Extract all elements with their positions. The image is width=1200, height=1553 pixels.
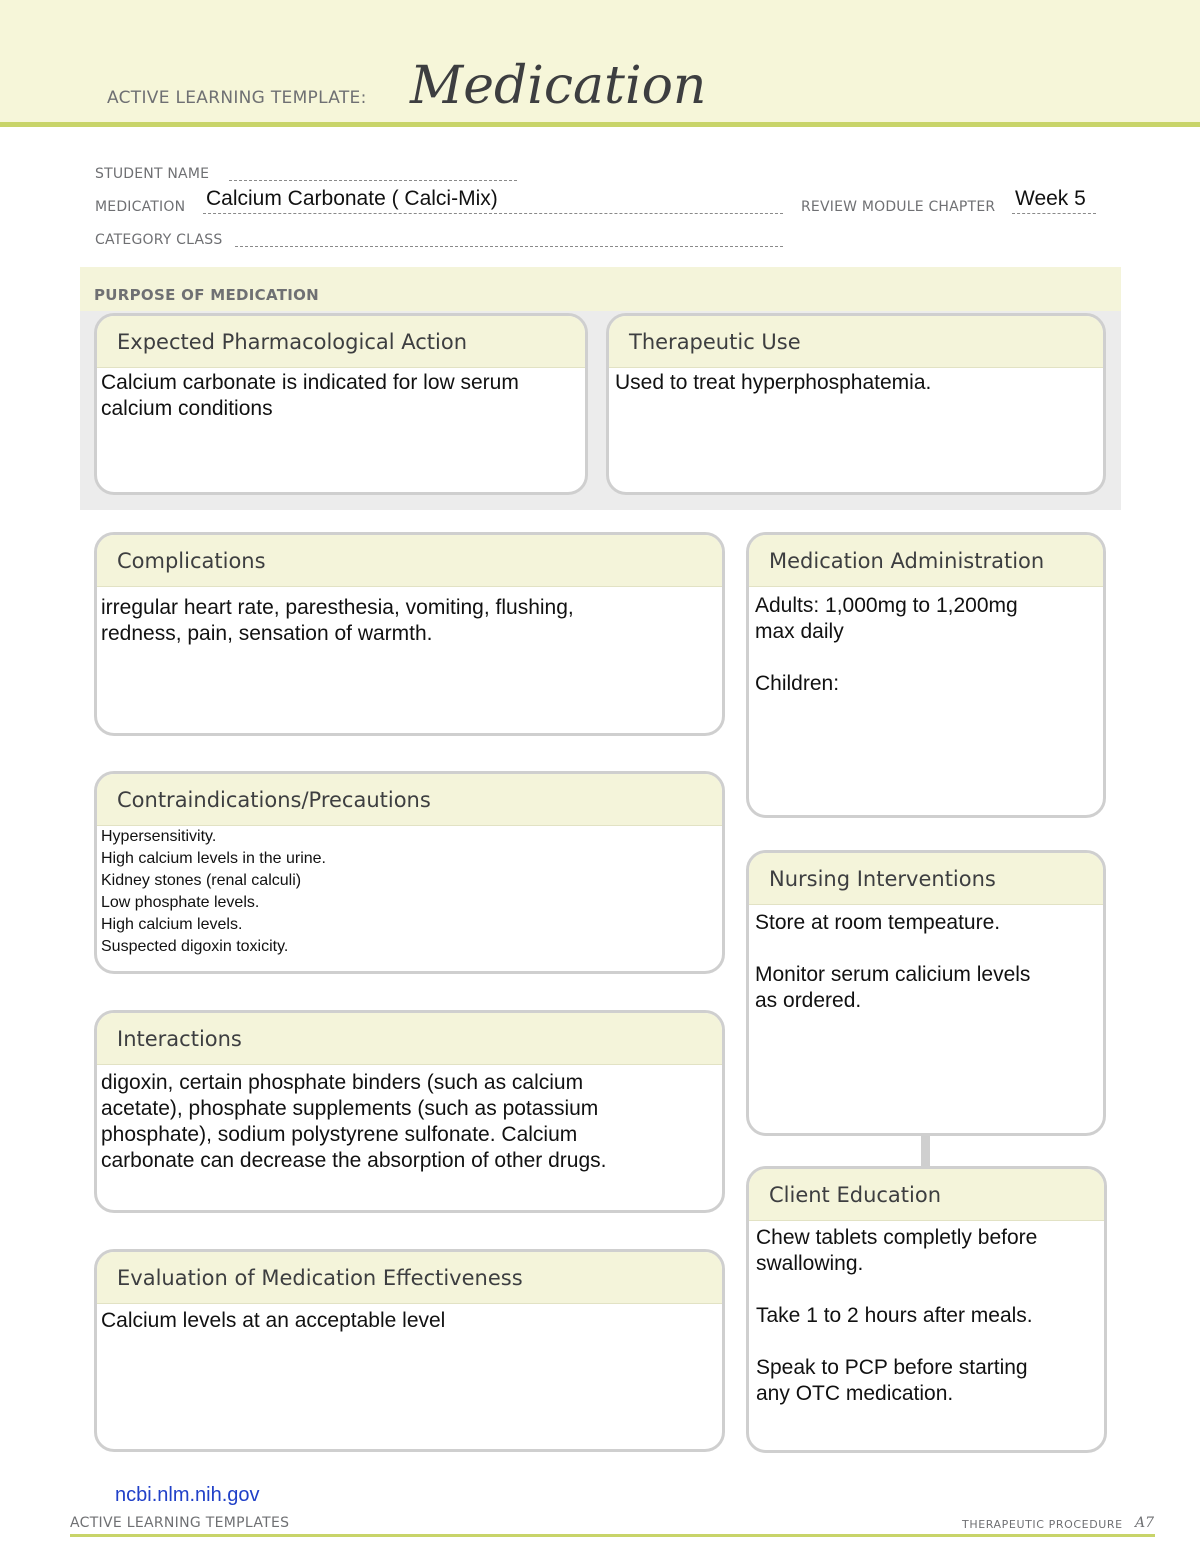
contraindications-line: Kidney stones (renal calculi) bbox=[101, 872, 302, 889]
category-class-line[interactable] bbox=[235, 246, 783, 247]
contraindications-card bbox=[94, 771, 725, 974]
interactions-header bbox=[97, 1013, 722, 1065]
evaluation-body[interactable] bbox=[97, 1304, 722, 1334]
interactions-card bbox=[94, 1010, 725, 1213]
nursing-header bbox=[749, 853, 1103, 905]
contraindications-title: Contraindications/Precautions bbox=[117, 787, 431, 812]
interactions-line: phosphate), sodium polystyrene sulfonate. Calcium bbox=[101, 1123, 578, 1146]
footer-right-label: THERAPEUTIC PROCEDURE bbox=[962, 1518, 1123, 1531]
education-card bbox=[746, 1166, 1107, 1453]
administration-card bbox=[746, 532, 1106, 818]
education-body[interactable] bbox=[749, 1221, 1104, 1407]
interactions-body[interactable] bbox=[97, 1065, 722, 1174]
purpose-title: PURPOSE OF MEDICATION bbox=[94, 286, 320, 304]
expected-action-line: Calcium carbonate is indicated for low serum bbox=[101, 371, 519, 394]
footer-left-label: ACTIVE LEARNING TEMPLATES bbox=[70, 1515, 290, 1531]
evaluation-line: Calcium levels at an acceptable level bbox=[101, 1309, 446, 1332]
education-line: Speak to PCP before starting bbox=[756, 1356, 1028, 1379]
paragraph-gap bbox=[756, 1277, 1100, 1303]
complications-body[interactable] bbox=[97, 587, 722, 647]
education-line: Take 1 to 2 hours after meals. bbox=[756, 1304, 1033, 1327]
therapeutic-use-title: Therapeutic Use bbox=[629, 329, 801, 354]
complications-header bbox=[97, 535, 722, 587]
nursing-line: Monitor serum calicium levels bbox=[755, 963, 1031, 986]
education-title: Client Education bbox=[769, 1182, 942, 1207]
contraindications-line: High calcium levels in the urine. bbox=[101, 850, 326, 867]
contraindications-body[interactable] bbox=[97, 826, 722, 958]
education-header bbox=[749, 1169, 1104, 1221]
footer-rule bbox=[70, 1534, 1155, 1537]
interactions-line: acetate), phosphate supplements (such as potassium bbox=[101, 1097, 599, 1120]
complications-line: redness, pain, sensation of warmth. bbox=[101, 622, 433, 645]
expected-action-title: Expected Pharmacological Action bbox=[117, 329, 468, 354]
administration-title: Medication Administration bbox=[769, 548, 1045, 573]
student-name-label: STUDENT NAME bbox=[95, 166, 210, 182]
interactions-title: Interactions bbox=[117, 1026, 242, 1051]
category-class-label: CATEGORY CLASS bbox=[95, 232, 223, 248]
administration-line: Children: bbox=[755, 672, 840, 695]
therapeutic-use-header bbox=[609, 316, 1103, 368]
nursing-title: Nursing Interventions bbox=[769, 866, 996, 891]
header-rule bbox=[0, 122, 1200, 127]
education-line: any OTC medication. bbox=[756, 1382, 954, 1405]
paragraph-gap bbox=[756, 1329, 1100, 1355]
expected-action-card bbox=[94, 313, 588, 495]
paragraph-gap bbox=[755, 936, 1099, 962]
expected-action-line: calcium conditions bbox=[101, 397, 273, 420]
template-label: ACTIVE LEARNING TEMPLATE: bbox=[107, 88, 367, 108]
complications-card bbox=[94, 532, 725, 736]
paragraph-gap bbox=[755, 645, 1099, 671]
expected-action-header bbox=[97, 316, 585, 368]
expected-action-body[interactable] bbox=[97, 368, 585, 422]
interactions-line: digoxin, certain phosphate binders (such as calcium bbox=[101, 1071, 584, 1094]
contraindications-line: Suspected digoxin toxicity. bbox=[101, 938, 289, 955]
administration-header bbox=[749, 535, 1103, 587]
review-module-line[interactable] bbox=[1012, 213, 1096, 214]
administration-body[interactable] bbox=[749, 587, 1103, 697]
medication-label: MEDICATION bbox=[95, 199, 186, 215]
page-number: A7 bbox=[1135, 1515, 1155, 1531]
therapeutic-use-card bbox=[606, 313, 1106, 495]
education-line: Chew tablets completly before bbox=[756, 1226, 1038, 1249]
evaluation-card bbox=[94, 1249, 725, 1452]
medication-line[interactable] bbox=[203, 213, 783, 214]
complications-line: irregular heart rate, paresthesia, vomiting, flushing, bbox=[101, 596, 574, 619]
evaluation-header bbox=[97, 1252, 722, 1304]
administration-line: Adults: 1,000mg to 1,200mg bbox=[755, 594, 1018, 617]
review-module-label: REVIEW MODULE CHAPTER bbox=[801, 199, 996, 215]
medication-value[interactable]: Calcium Carbonate ( Calci-Mix) bbox=[206, 187, 498, 210]
therapeutic-use-line: Used to treat hyperphosphatemia. bbox=[615, 371, 932, 394]
nursing-line: as ordered. bbox=[755, 989, 862, 1012]
nursing-body[interactable] bbox=[749, 905, 1103, 1014]
administration-line: max daily bbox=[755, 620, 844, 643]
contraindications-header bbox=[97, 774, 722, 826]
education-line: swallowing. bbox=[756, 1252, 864, 1275]
complications-title: Complications bbox=[117, 548, 266, 573]
interactions-line: carbonate can decrease the absorption of other drugs. bbox=[101, 1149, 607, 1172]
nursing-line: Store at room tempeature. bbox=[755, 911, 1001, 934]
contraindications-line: Low phosphate levels. bbox=[101, 894, 260, 911]
evaluation-title: Evaluation of Medication Effectiveness bbox=[117, 1265, 523, 1290]
contraindications-line: Hypersensitivity. bbox=[101, 828, 217, 845]
therapeutic-use-body[interactable] bbox=[609, 368, 1103, 396]
contraindications-line: High calcium levels. bbox=[101, 916, 243, 933]
card-connector bbox=[921, 1135, 930, 1167]
nursing-card bbox=[746, 850, 1106, 1136]
review-module-value[interactable]: Week 5 bbox=[1015, 187, 1086, 210]
source-link[interactable]: ncbi.nlm.nih.gov bbox=[115, 1484, 260, 1506]
student-name-line[interactable] bbox=[229, 180, 517, 181]
page-title: Medication bbox=[410, 56, 707, 116]
